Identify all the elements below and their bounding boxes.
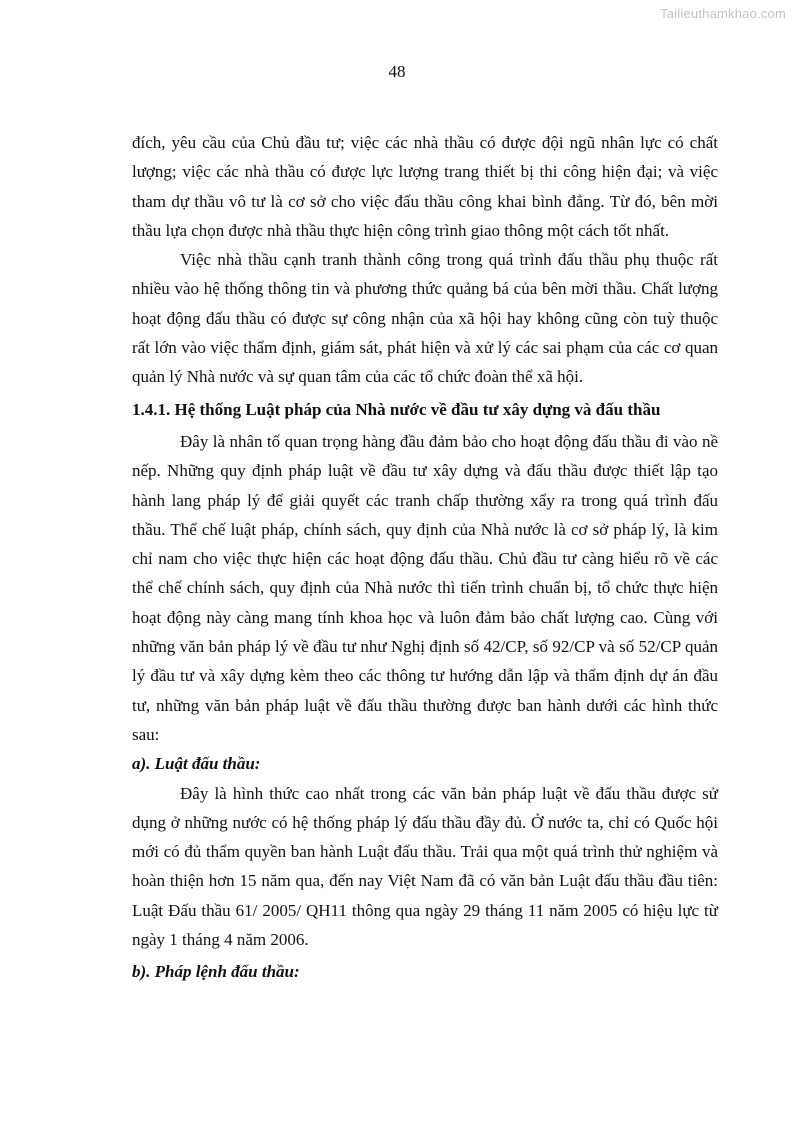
paragraph-1: đích, yêu cầu của Chủ đầu tư; việc các nhà thầu có được đội ngũ nhân lực có chất lượng; việc các nhà thầu có được lực lượng trang thiết bị thi công hiện đại; và việc tham dự thầu vô tư là cơ sở cho việc đấu thầu công khai bình đẳng. Từ đó, bên mời thầu lựa chọn được nhà thầu thực hiện công trình giao thông một cách tốt nhất.: [132, 133, 718, 240]
paragraph-2: Việc nhà thầu cạnh tranh thành công trong quá trình đấu thầu phụ thuộc rất nhiều vào hệ thống thông tin và phương thức quảng bá của bên mời thầu. Chất lượng hoạt động đấu thầu có được sự công nhận của xã hội hay không cũng còn tuỳ thuộc rất lớn vào việc thẩm định, giám sát, phát hiện và xử lý các sai phạm của các cơ quan quản lý Nhà nước và sự quan tâm của các tổ chức đoàn thể xã hội.: [132, 250, 718, 387]
subheading-b: b). Pháp lệnh đấu thầu:: [132, 962, 300, 982]
subheading-a: a). Luật đấu thầu:: [132, 754, 261, 774]
section-heading: 1.4.1. Hệ thống Luật pháp của Nhà nước về đầu tư xây dựng và đấu thầu: [132, 399, 661, 419]
document-body: [132, 128, 718, 987]
watermark: Tailieuthamkhao.com: [660, 6, 786, 21]
paragraph-4: Đây là hình thức cao nhất trong các văn bản pháp luật về đấu thầu được sử dụng ở những nước có hệ thống pháp lý đấu thầu đầy đủ. Ở nước ta, chỉ có Quốc hội mới có đủ thẩm quyền ban hành Luật đấu thầu. Trải qua một quá trình thử nghiệm và hoàn thiện hơn 15 năm qua, đến nay Việt Nam đã có văn bản Luật đấu thầu đầu tiên: Luật Đấu thầu 61/ 2005/ QH11 thông qua ngày 29 tháng 11 năm 2005 có hiệu lực từ ngày 1 tháng 4 năm 2006.: [132, 783, 718, 950]
page-number: 48: [388, 62, 406, 81]
paragraph-3: Đây là nhân tố quan trọng hàng đầu đảm bảo cho hoạt động đấu thầu đi vào nề nếp. Những quy định pháp luật về đầu tư xây dựng và đấu thầu được thiết lập tạo hành lang pháp lý để giải quyết các tranh chấp thường xẩy ra trong quá trình đấu thầu. Thể chế luật pháp, chính sách, quy định của Nhà nước là cơ sở pháp lý, là kim chỉ nam cho việc thực hiện các hoạt động đấu thầu. Chủ đầu tư càng hiểu rõ về các thể chế chính sách, quy định của Nhà nước thì tiến trình chuẩn bị, tổ chức thực hiện hoạt động này càng mang tính khoa học và luôn đảm bảo chất lượng cao. Cùng với những văn bản pháp lý về đầu tư như Nghị định số 42/CP, số 92/CP và số 52/CP quản lý đầu tư và xây dựng kèm theo các thông tư hướng dẫn lập và thẩm định dự án đầu tư, những văn bản pháp luật về đấu thầu thường được ban hành dưới các hình thức sau:: [132, 431, 718, 744]
